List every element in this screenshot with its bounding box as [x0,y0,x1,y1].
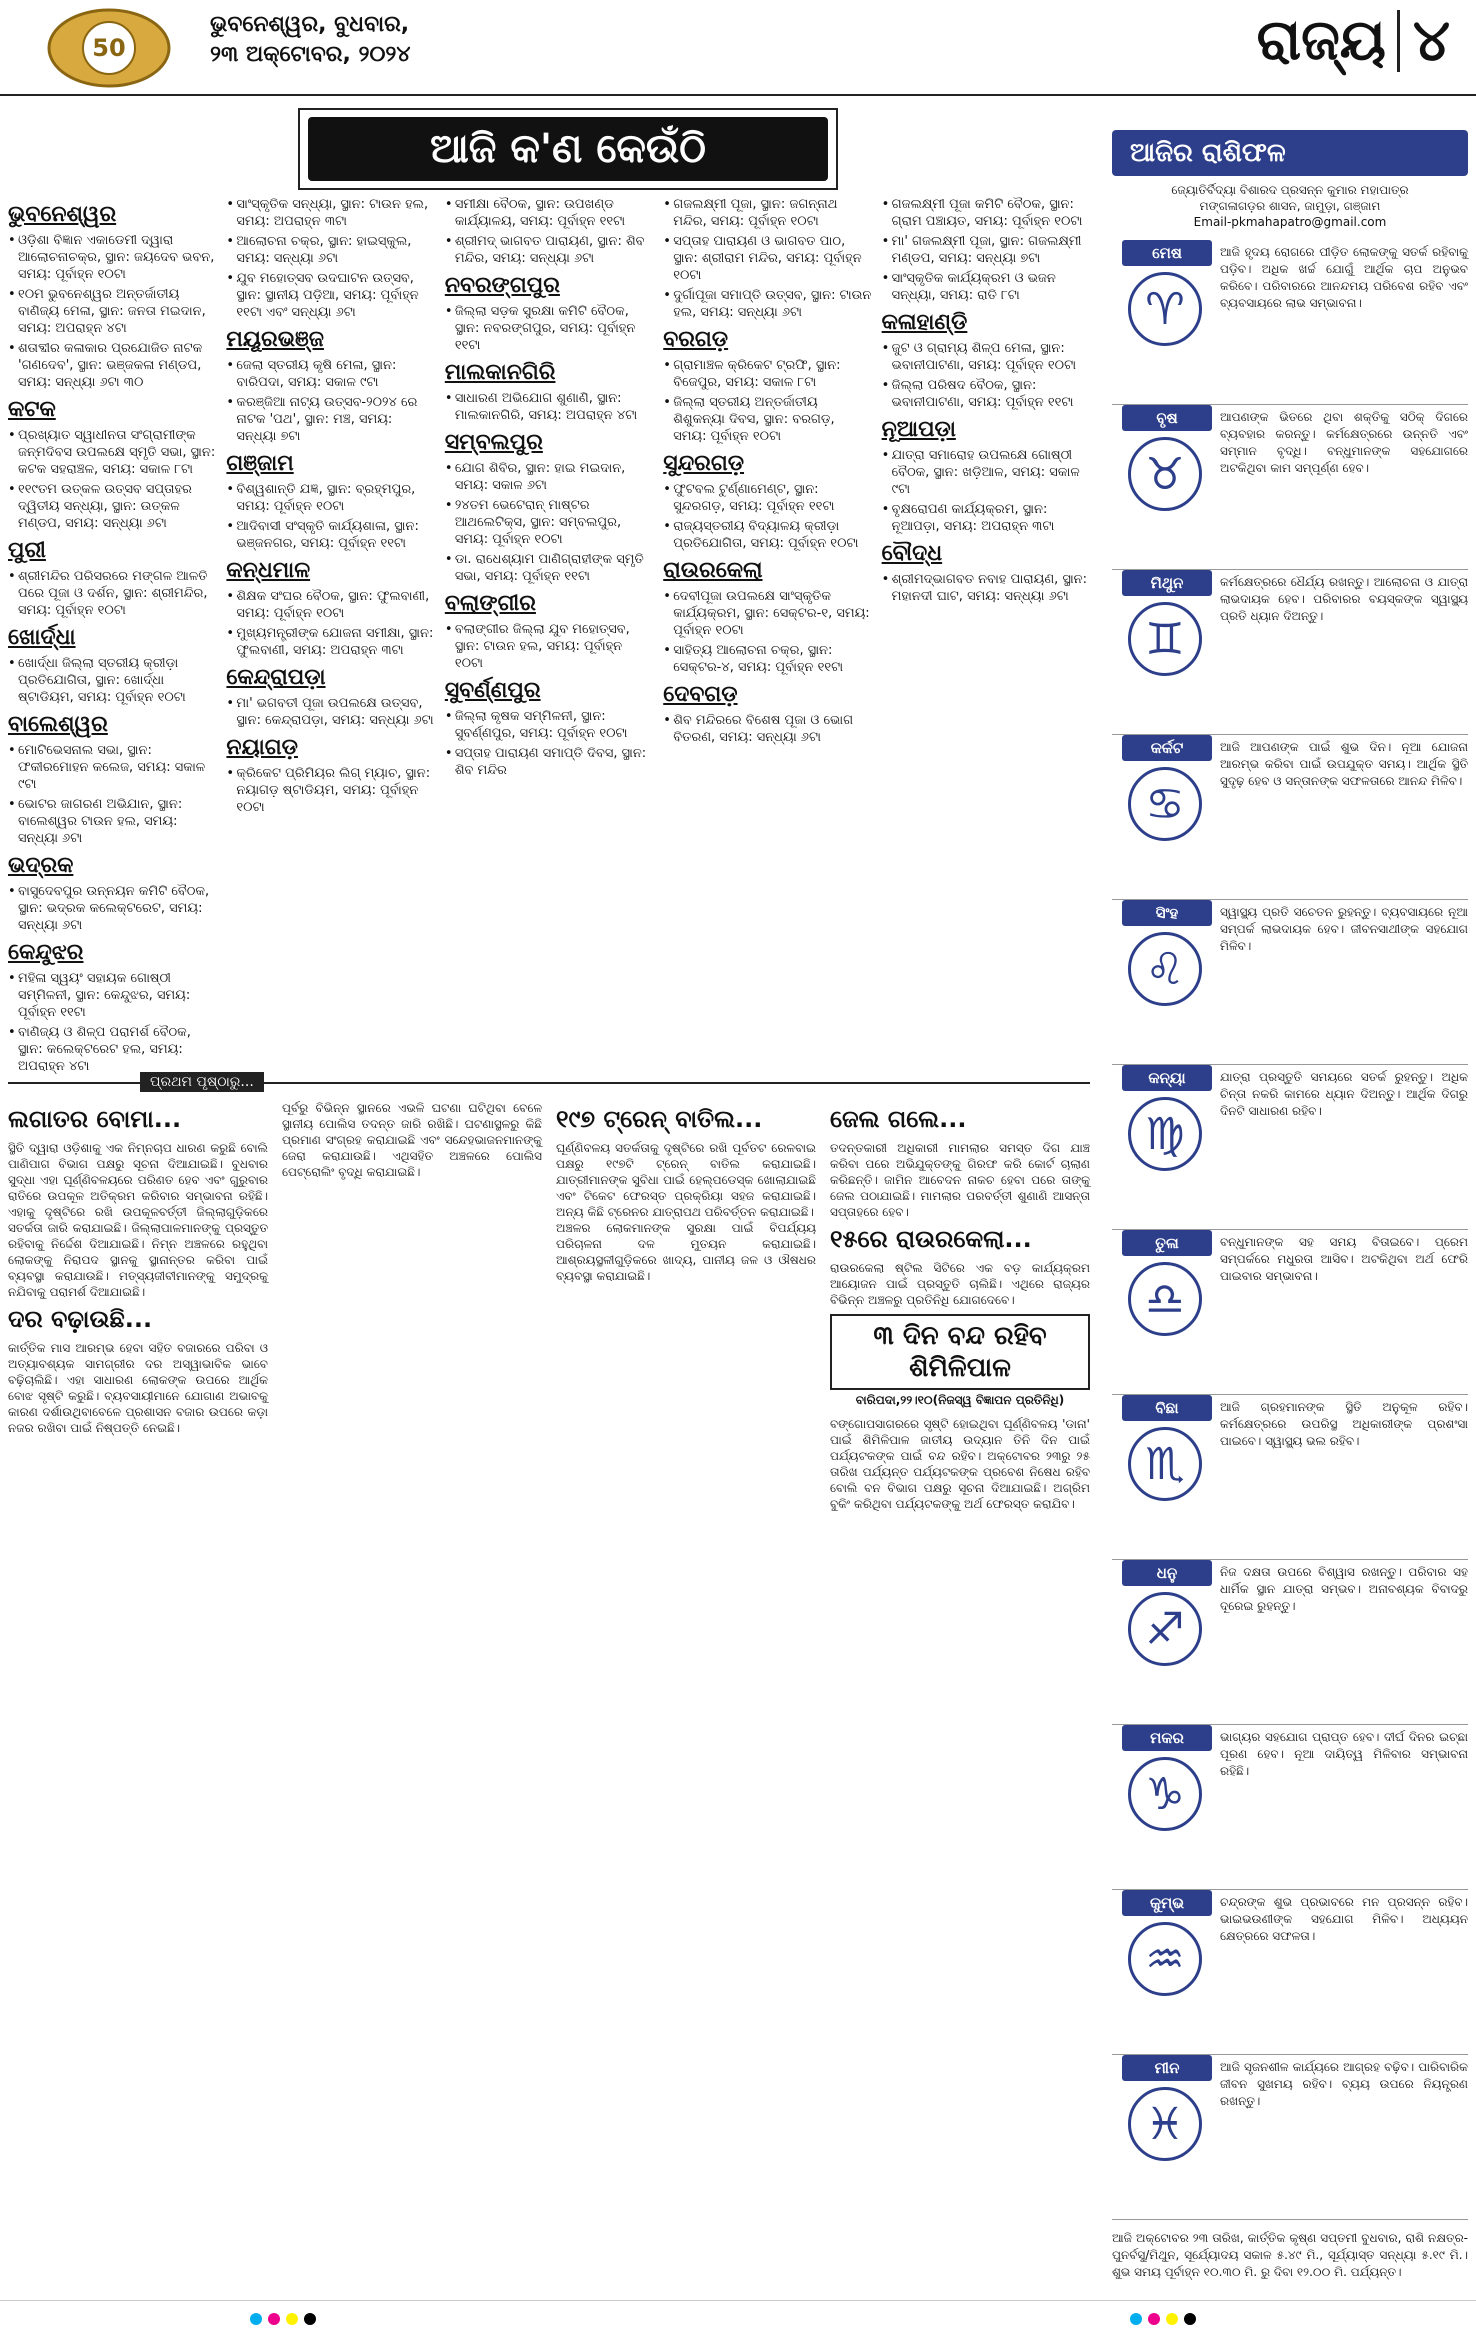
section-divider [1397,10,1400,72]
event-item: • ମୁଖ୍ୟମନ୍ତ୍ରୀଙ୍କ ଯୋଜନା ସମୀକ୍ଷା, ସ୍ଥାନ: ଫୁଲବାଣୀ, ସମୟ: ଅପରାହ୍ନ ୩ଟା [226,625,434,659]
event-item: • ବିଶ୍ୱଶାନ୍ତି ଯଜ୍ଞ, ସ୍ଥାନ: ବ୍ରହ୍ମପୁର, ସମୟ: ପୂର୍ବାହ୍ନ ୧୦ଟା [226,481,434,515]
story-column [830,1100,1090,2300]
zodiac-symbol-icon: ♊ [1128,602,1202,676]
event-item: • ସମୀକ୍ଷା ବୈଠକ, ସ୍ଥାନ: ଉପଖଣ୍ଡ କାର୍ଯ୍ୟାଳୟ, ସମୟ: ପୂର୍ବାହ୍ନ ୧୧ଟା [445,196,653,230]
city-heading: ସୁନ୍ଦରଗଡ଼ [663,451,745,476]
zodiac-sign-name: ମେଷ [1122,240,1212,266]
story-headline: ୧୯୭ ଟ୍ରେନ୍ ବାତିଲ... [556,1105,763,1133]
events-banner-title: ଆଜି କ'ଣ କେଉଁଠି [308,117,828,181]
event-item: • ବଲାଙ୍ଗୀର ଜିଲ୍ଲା ଯୁବ ମହୋତ୍ସବ, ସ୍ଥାନ: ଟାଉନ ହଲ, ସମୟ: ପୂର୍ବାହ୍ନ ୧୦ଟା [445,621,653,672]
zodiac-prediction: ବନ୍ଧୁମାନଙ୍କ ସହ ସମୟ ବିତାଇବେ। ପ୍ରେମ ସମ୍ପର୍କରେ ମଧୁରତା ଆସିବ। ଅଟକିଥିବା ଅର୍ଥ ଫେରି ପାଇବାର ସମ୍ଭାବନା। [1220,1235,1468,1283]
city-heading: ଖୋର୍ଦ୍ଧା [8,625,76,650]
zodiac-sign-entry [1112,1395,1468,1560]
zodiac-symbol-icon: ♋ [1128,767,1202,841]
city-heading: ରାଉରକେଲା [663,558,763,583]
zodiac-sign-entry [1112,2055,1468,2220]
publication-date [210,10,410,70]
event-item: • ସାଂସ୍କୃତିକ କାର୍ଯ୍ୟକ୍ରମ ଓ ଭଜନ ସନ୍ଧ୍ୟା, ସମୟ: ରାତି ୮ଟା [882,270,1090,304]
zodiac-sign-entry [1112,1890,1468,2055]
story-body: ରାଉରକେଲା ଷ୍ଟିଲ ସିଟିରେ ଏକ ବଡ଼ କାର୍ଯ୍ୟକ୍ରମ ଆୟୋଜନ ପାଇଁ ପ୍ରସ୍ତୁତି ଚାଲିଛି। ଏଥିରେ ରାଜ୍ୟର ବିଭିନ୍ନ ଅଞ୍ଚଳରୁ ପ୍ରତିନିଧି ଯୋଗଦେବେ। [830,1261,1090,1307]
event-item: • ଯୋଗ ଶିବିର, ସ୍ଥାନ: ହାଇ ମଇଦାନ, ସମୟ: ସକାଳ ୬ଟା [445,460,653,494]
zodiac-prediction: ଆଜି ହୃଦୟ ରୋଗରେ ପୀଡ଼ିତ ଲୋକଙ୍କୁ ସତର୍କ ରହିବାକୁ ପଡ଼ିବ। ଅଧିକ ଖର୍ଚ୍ଚ ଯୋଗୁଁ ଆର୍ଥିକ ଚାପ ଅନୁଭବ କରିବେ। ପରିବାରରେ ଆନନ୍ଦମୟ ପରିବେଶ ରହିବ ଏବଂ ବ୍ୟବସାୟରେ ଲାଭ ସମ୍ଭାବନା। [1220,245,1468,310]
event-item: • ଓଡ଼ିଶା ବିଜ୍ଞାନ ଏକାଡେମୀ ଦ୍ୱାରା ଆଲୋଚନାଚକ୍ର, ସ୍ଥାନ: ଜୟଦେବ ଭବନ, ସମୟ: ପୂର୍ବାହ୍ନ ୧୦ଟା [8,232,216,283]
event-item: • ଶିକ୍ଷକ ସଂଘର ବୈଠକ, ସ୍ଥାନ: ଫୁଲବାଣୀ, ସମୟ: ପୂର୍ବାହ୍ନ ୧୦ଟା [226,588,434,622]
city-heading: ସମ୍ବଲପୁର [444,430,543,455]
story-body: ସ୍ଥିତି ଦ୍ୱାରା ଓଡ଼ିଶାକୁ ଏକ ନିମ୍ନଚାପ ଧାରଣ କରୁଛି ବୋଲି ପାଣିପାଗ ବିଭାଗ ପକ୍ଷରୁ ସୂଚନା ଦିଆଯାଇଛି। ବୁଧବାର ସୁଦ୍ଧା ଏହା ଘୂର୍ଣ୍ଣିବଳୟରେ ପରିଣତ ହେବ ଏବଂ ଗୁରୁବାର ରାତିରେ ଉପକୂଳ ଅତିକ୍ରମ କରିବାର ସମ୍ଭାବନା ରହିଛି। ଏହାକୁ ଦୃଷ୍ଟିରେ ରଖି ଉପକୂଳବର୍ତ୍ତୀ ଜିଲ୍ଲାଗୁଡ଼ିକରେ ସତର୍କତା ଜାରି କରାଯାଇଛି। ଜିଲ୍ଲାପାଳମାନଙ୍କୁ ପ୍ରସ୍ତୁତ ରହିବାକୁ ନିର୍ଦ୍ଦେଶ ଦିଆଯାଇଛି। ନିମ୍ନ ଅଞ୍ଚଳରେ ରହୁଥିବା ଲୋକଙ୍କୁ ନିରାପଦ ସ୍ଥାନକୁ ସ୍ଥାନାନ୍ତର କରିବା ପାଇଁ ବ୍ୟବସ୍ଥା କରାଯାଉଛି। ମତ୍ସ୍ୟଜୀବୀମାନଙ୍କୁ ସମୁଦ୍ରକୁ ନଯିବାକୁ ପରାମର୍ଶ ଦିଆଯାଇଛି। [8,1141,268,1299]
city-heading: ମାଲକାନଗିରି [444,360,556,385]
story-body: କାର୍ତ୍ତିକ ମାସ ଆରମ୍ଭ ହେବା ସହିତ ବଜାରରେ ପରିବା ଓ ଅତ୍ୟାବଶ୍ୟକ ସାମଗ୍ରୀର ଦର ଅସ୍ୱାଭାବିକ ଭାବେ ବଢ଼ିଚାଲିଛି। ଏହା ସାଧାରଣ ଲୋକଙ୍କ ଉପରେ ଆର୍ଥିକ ବୋଝ ସୃଷ୍ଟି କରୁଛି। ବ୍ୟବସାୟୀମାନେ ଯୋଗାଣ ଅଭାବକୁ କାରଣ ଦର୍ଶାଉଥିବାବେଳେ ପ୍ରଶାସନ ବଜାର ଉପରେ କଡ଼ା ନଜର ରଖିବା ପାଇଁ ନିଷ୍ପତ୍ତି ନେଇଛି। [8,1341,268,1435]
zodiac-sign-list [1112,240,1468,2220]
event-item: • ଗଜଲକ୍ଷ୍ମୀ ପୂଜା, ସ୍ଥାନ: ଜଗନ୍ନାଥ ମନ୍ଦିର, ସମୟ: ପୂର୍ବାହ୍ନ ୧୦ଟା [663,196,871,230]
event-item: • ସପ୍ତାହ ପାରାୟଣ ଓ ଭାଗବତ ପାଠ, ସ୍ଥାନ: ଶ୍ରୀରାମ ମନ୍ଦିର, ସମୟ: ପୂର୍ବାହ୍ନ ୧୦ଟା [663,233,871,284]
zodiac-sign-name: ମୀନ [1122,2055,1212,2081]
zodiac-symbol-icon: ♌ [1128,932,1202,1006]
event-item: • ମହିଳା ସ୍ୱୟଂ ସହାୟକ ଗୋଷ୍ଠୀ ସମ୍ମିଳନୀ, ସ୍ଥାନ: କେନ୍ଦୁଝର, ସମୟ: ପୂର୍ବାହ୍ନ ୧୧ଟା [8,970,216,1021]
event-item: • ବାସୁଦେବପୁର ଉନ୍ନୟନ କମିଟି ବୈଠକ, ସ୍ଥାନ: ଭଦ୍ରକ କଲେକ୍ଟରେଟ, ସମୟ: ସନ୍ଧ୍ୟା ୬ଟା [8,883,216,934]
event-item: • ମୋଟିଭେସନାଲ ସଭା, ସ୍ଥାନ: ଫକୀରମୋହନ କଲେଜ, ସମୟ: ସକାଳ ୯ଟା [8,742,216,793]
zodiac-symbol-icon: ♑ [1128,1757,1202,1831]
zodiac-sign-entry [1112,240,1468,405]
event-item: • ଆଲୋଚନା ଚକ୍ର, ସ୍ଥାନ: ହାଇସ୍କୁଲ, ସମୟ: ସନ୍ଧ୍ୟା ୬ଟା [226,233,434,267]
city-heading: କେନ୍ଦୁଝର [8,940,84,965]
registration-marks [250,2313,316,2325]
zodiac-sign-name: କର୍କଟ [1122,735,1212,761]
event-item: • ଯୁବ ମହୋତ୍ସବ ଉଦଘାଟନ ଉତ୍ସବ, ସ୍ଥାନ: ସ୍ଥାନୀୟ ପଡ଼ିଆ, ସମୟ: ପୂର୍ବାହ୍ନ ୧୧ଟା ଏବଂ ସନ୍ଧ୍ୟା ୬ଟା [226,270,434,321]
panchanga-text: ଆଜି ଅକ୍ଟୋବର ୨୩ ତାରିଖ, କାର୍ତ୍ତିକ କୃଷ୍ଣ ସପ୍ତମୀ ବୁଧବାର, ରାଶି ନକ୍ଷତ୍ର-ପୁନର୍ବସୁ/ମିଥୁନ, ସୂର୍ଯ୍ୟୋଦୟ ସକାଳ ୫.୪୯ ମି., ସୂର୍ଯ୍ୟାସ୍ତ ସନ୍ଧ୍ୟା ୫.୧୯ ମି.। ଶୁଭ ସମୟ ପୂର୍ବାହ୍ନ ୧୦.୩୦ ମି. ରୁ ଦିବା ୧୨.୦୦ ମି. ପର୍ଯ୍ୟନ୍ତ। [1112,2231,1468,2279]
event-item: • ଖୋର୍ଦ୍ଧା ଜିଲ୍ଲା ସ୍ତରୀୟ କ୍ରୀଡ଼ା ପ୍ରତିଯୋଗିତା, ସ୍ଥାନ: ଖୋର୍ଦ୍ଧା ଷ୍ଟାଡିୟମ, ସମୟ: ପୂର୍ବାହ୍ନ ୧୦ଟା [8,655,216,706]
event-item: • ଦୁର୍ଗାପୂଜା ସମାପ୍ତି ଉତ୍ସବ, ସ୍ଥାନ: ଟାଉନ ହଲ, ସମୟ: ସନ୍ଧ୍ୟା ୬ଟା [663,287,871,321]
zodiac-prediction: କର୍ମକ୍ଷେତ୍ରରେ ଧୈର୍ଯ୍ୟ ରଖନ୍ତୁ। ଆଲୋଚନା ଓ ଯାତ୍ରା ଲାଭଦାୟକ ହେବ। ପରିବାରର ବୟସ୍କଙ୍କ ସ୍ୱାସ୍ଥ୍ୟ ପ୍ରତି ଧ୍ୟାନ ଦିଅନ୍ତୁ। [1220,575,1468,623]
zodiac-symbol-icon: ♎ [1128,1262,1202,1336]
event-item: • ଶ୍ରୀମଦ୍ଭାଗବତ ନବାହ ପାରାୟଣ, ସ୍ଥାନ: ମହାନଦୀ ଘାଟ, ସମୟ: ସନ୍ଧ୍ୟା ୬ଟା [882,571,1090,605]
city-heading: ଦେବଗଡ଼ [663,682,738,707]
zodiac-sign-entry [1112,405,1468,570]
city-heading: ସୁବର୍ଣ୍ଣପୁର [444,678,541,703]
date-line-1: ଭୁବନେଶ୍ୱର, ବୁଧବାର, [210,12,410,37]
city-heading: ବଲାଙ୍ଗୀର [444,591,536,616]
city-heading: ନୟାଗଡ଼ [226,735,298,760]
astrologer-address: ମଙ୍ଗଳାଗଡ଼ର ଶାସନ, ଜାମୁଡ଼ା, ଗଞ୍ଜାମ [1199,199,1381,213]
print-footer [0,2300,1476,2339]
event-item: • ଶ୍ରୀମନ୍ଦିର ପରିସରରେ ମଙ୍ଗଳ ଆଳତି ପରେ ପୂଜା ଓ ଦର୍ଶନ, ସ୍ଥାନ: ଶ୍ରୀମନ୍ଦିର, ସମୟ: ପୂର୍ବାହ୍ନ ୧୦ଟା [8,568,216,619]
city-heading: କନ୍ଧମାଳ [226,558,311,583]
story-headline: ଲଗାତର ବୋମା... [8,1105,182,1133]
zodiac-symbol-icon: ♒ [1128,1922,1202,1996]
page-number: ୪ [1412,6,1450,74]
events-banner [298,108,838,190]
event-item: • କ୍ରିକେଟ ପ୍ରିମିୟର ଲିଗ୍ ମ୍ୟାଚ, ସ୍ଥାନ: ନୟାଗଡ଼ ଷ୍ଟାଡିୟମ, ସମୟ: ପୂର୍ବାହ୍ନ ୧୦ଟା [226,765,434,816]
event-item: • ଜିଲ୍ଲା ସ୍ତରୀୟ ଅନ୍ତର୍ଜାତୀୟ ଶିଶୁକନ୍ୟା ଦିବସ, ସ୍ଥାନ: ବରଗଡ଼, ସମୟ: ପୂର୍ବାହ୍ନ ୧୦ଟା [663,394,871,445]
city-heading: ବରଗଡ଼ [663,327,729,352]
events-column [445,196,653,1056]
zodiac-sign-entry [1112,735,1468,900]
event-item: • ବାଣିଜ୍ୟ ଓ ଶିଳ୍ପ ପରାମର୍ଶ ବୈଠକ, ସ୍ଥାନ: କଲେକ୍ଟରେଟ ହଲ, ସମୟ: ଅପରାହ୍ନ ୪ଟା [8,1024,216,1075]
zodiac-symbol-icon: ♓ [1128,2087,1202,2161]
event-item: • ଗ୍ରାମାଞ୍ଚଳ କ୍ରିକେଟ ଟ୍ରଫି, ସ୍ଥାନ: ବିଜେପୁର, ସମୟ: ସକାଳ ୮ଟା [663,357,871,391]
event-item: • ପ୍ରଖ୍ୟାତ ସ୍ୱାଧୀନତା ସଂଗ୍ରାମୀଙ୍କ ଜନ୍ମଦିବସ ଉପଲକ୍ଷେ ସ୍ମୃତି ସଭା, ସ୍ଥାନ: କଟକ ସହରାଞ୍ଚଳ, ସମୟ: ସକାଳ ୮ଟା [8,427,216,478]
event-item: • ସପ୍ତାହ ପାରାୟଣ ସମାପ୍ତି ଦିବସ, ସ୍ଥାନ: ଶିବ ମନ୍ଦିର [445,745,653,779]
zodiac-symbol-icon: ♐ [1128,1592,1202,1666]
story-headline: ଜେଲ ଗଲେ... [830,1105,967,1133]
event-item: • ଜିଲ୍ଲା ସଡ଼କ ସୁରକ୍ଷା କମିଟି ବୈଠକ, ସ୍ଥାନ: ନବରଙ୍ଗପୁର, ସମୟ: ପୂର୍ବାହ୍ନ ୧୧ଟା [445,303,653,354]
events-column [8,196,216,1074]
event-item: • କରଞ୍ଜିଆ ନାଟ୍ୟ ଉତ୍ସବ-୨୦୨୪ ରେ ନାଟକ 'ପଥ', ସ୍ଥାନ: ମଞ୍ଚ, ସମୟ: ସନ୍ଧ୍ୟା ୭ଟା [226,394,434,445]
boxed-story-headline: ୩ ଦିନ ବନ୍ଦ ରହିବ ଶିମିଳିପାଳ [830,1314,1090,1390]
city-heading: ଭଦ୍ରକ [8,853,74,878]
story-column [282,1100,542,2300]
zodiac-symbol-icon: ♉ [1128,437,1202,511]
zodiac-symbol-icon: ♏ [1128,1427,1202,1501]
zodiac-prediction: ଆଜି ସୃଜନଶୀଳ କାର୍ଯ୍ୟରେ ଆଗ୍ରହ ବଢ଼ିବ। ପାରିବାରିକ ଜୀବନ ସୁଖମୟ ରହିବ। ବ୍ୟୟ ଉପରେ ନିୟନ୍ତ୍ରଣ ରଖନ୍ତୁ। [1220,2060,1468,2108]
event-item: • ଜେଲା ସ୍ତରୀୟ କୃଷି ମେଳା, ସ୍ଥାନ: ବାରିପଦା, ସମୟ: ସକାଳ ୯ଟା [226,357,434,391]
event-item: • ଡା. ରାଧେଶ୍ୟାମ ପାଣିଗ୍ରାହୀଙ୍କ ସ୍ମୃତି ସଭା, ସମୟ: ପୂର୍ବାହ୍ନ ୧୧ଟା [445,551,653,585]
zodiac-sign-name: ବୃଷ [1122,405,1212,431]
zodiac-symbol-icon: ♈ [1128,272,1202,346]
event-item: • ସାଂସ୍କୃତିକ ସନ୍ଧ୍ୟା, ସ୍ଥାନ: ଟାଉନ ହଲ, ସମୟ: ଅପରାହ୍ନ ୩ଟା [226,196,434,230]
city-heading: କେନ୍ଦ୍ରାପଡ଼ା [226,665,326,690]
masthead [0,0,1476,96]
zodiac-sign-name: ବିଛା [1122,1395,1212,1421]
event-item: • ଆଦିବାସୀ ସଂସ୍କୃତି କାର୍ଯ୍ୟଶାଳା, ସ୍ଥାନ: ଭଞ୍ଜନଗର, ସମୟ: ପୂର୍ବାହ୍ନ ୧୧ଟା [226,518,434,552]
zodiac-sign-name: ମକର [1122,1725,1212,1751]
city-heading: ଭୁବନେଶ୍ୱର [8,202,117,227]
event-item: • ଶିବ ମନ୍ଦିରରେ ବିଶେଷ ପୂଜା ଓ ଭୋଗ ବିତରଣ, ସମୟ: ସନ୍ଧ୍ୟା ୬ଟା [663,712,871,746]
event-item: • ଫୁଟବଲ ଟୁର୍ଣ୍ଣାମେଣ୍ଟ, ସ୍ଥାନ: ସୁନ୍ଦରଗଡ଼, ସମୟ: ପୂର୍ବାହ୍ନ ୧୧ଟା [663,481,871,515]
newspaper-logo [34,6,184,90]
front-page-continued-tag: ପ୍ରଥମ ପୃଷ୍ଠାରୁ... [140,1072,264,1092]
zodiac-prediction: ସ୍ୱାସ୍ଥ୍ୟ ପ୍ରତି ସଚେତନ ରୁହନ୍ତୁ। ବ୍ୟବସାୟରେ ନୂଆ ସମ୍ପର୍କ ଲାଭଦାୟକ ହେବ। ଜୀବନସାଥୀଙ୍କ ସହଯୋଗ ମିଳିବ। [1220,905,1468,953]
city-heading: ନବରଙ୍ଗପୁର [444,273,560,298]
astrologer-email: Email-pkmahapatro@gmail.com [1193,215,1387,229]
story-body: ଘୂର୍ଣ୍ଣିବଳୟ ସତର୍କତାକୁ ଦୃଷ୍ଟିରେ ରଖି ପୂର୍ବତଟ ରେଳବାଇ ପକ୍ଷରୁ ୧୯୭ଟି ଟ୍ରେନ୍ ବାତିଲ କରାଯାଇଛି। ଯାତ୍ରୀମାନଙ୍କ ସୁବିଧା ପାଇଁ ହେଲ୍ପଡେସ୍କ ଖୋଲାଯାଇଛି ଏବଂ ଟିକେଟ ଫେରସ୍ତ ପ୍ରକ୍ରିୟା ସହଜ କରାଯାଇଛି। ଅନ୍ୟ କିଛି ଟ୍ରେନର ଯାତ୍ରାପଥ ପରିବର୍ତ୍ତନ କରାଯାଇଛି। [556,1141,816,1219]
zodiac-prediction: ଆପଣଙ୍କ ଭିତରେ ଥିବା ଶକ୍ତିକୁ ସଠିକ୍ ଦିଗରେ ବ୍ୟବହାର କରନ୍ତୁ। କର୍ମକ୍ଷେତ୍ରରେ ଉନ୍ନତି ଏବଂ ସମ୍ମାନ ବୃଦ୍ଧି। ବନ୍ଧୁମାନଙ୍କ ସହଯୋଗରେ ଅଟକିଥିବା କାମ ସମ୍ପୂର୍ଣ୍ଣ ହେବ। [1220,410,1468,475]
horoscope-panel [1112,130,1468,2290]
story-headline: ୧୫ରେ ରାଉରକେଲା... [830,1225,1032,1253]
date-line-2: ୨୩ ଅକ୍ଟୋବର, ୨୦୨୪ [210,42,411,67]
event-item: • ଭୋଟର ଜାଗରଣ ଅଭିଯାନ, ସ୍ଥାନ: ବାଲେଶ୍ୱର ଟାଉନ ହଲ, ସମୟ: ସନ୍ଧ୍ୟା ୬ଟା [8,796,216,847]
zodiac-sign-name: ସିଂହ [1122,900,1212,926]
zodiac-prediction: ଚନ୍ଦ୍ରଙ୍କ ଶୁଭ ପ୍ରଭାବରେ ମନ ପ୍ରସନ୍ନ ରହିବ। ଭାଇଭଉଣୀଙ୍କ ସହଯୋଗ ମିଳିବ। ଅଧ୍ୟୟନ କ୍ଷେତ୍ରରେ ସଫଳତା। [1220,1895,1468,1943]
zodiac-prediction: ଆଜି ଗ୍ରହମାନଙ୍କ ସ୍ଥିତି ଅନୁକୂଳ ରହିବ। କର୍ମକ୍ଷେତ୍ରରେ ଉପରିସ୍ଥ ଅଧିକାରୀଙ୍କ ପ୍ରଶଂସା ପାଇବେ। ସ୍ୱାସ୍ଥ୍ୟ ଭଲ ରହିବ। [1220,1400,1468,1448]
event-item: • ମା' ଗଜଲକ୍ଷ୍ମୀ ପୂଜା, ସ୍ଥାନ: ଗଜଲକ୍ଷ୍ମୀ ମଣ୍ଡପ, ସମୟ: ସନ୍ଧ୍ୟା ୭ଟା [882,233,1090,267]
event-item: • ସାଧାରଣ ଅଭିଯୋଗ ଶୁଣାଣି, ସ୍ଥାନ: ମାଲକାନଗିରି, ସମୟ: ଅପରାହ୍ନ ୪ଟା [445,390,653,424]
zodiac-sign-entry [1112,1560,1468,1725]
city-heading: ପୁରୀ [8,538,46,563]
story-body: ତଦନ୍ତକାରୀ ଅଧିକାରୀ ମାମଲାର ସମସ୍ତ ଦିଗ ଯାଞ୍ଚ କରିବା ପରେ ଅଭିଯୁକ୍ତଙ୍କୁ ଗିରଫ କରି କୋର୍ଟ ଚାଲାଣ କରିଛନ୍ତି। ଜାମିନ ଆବେଦନ ନାକଚ ହେବା ପରେ ତାଙ୍କୁ ଜେଲ ପଠାଯାଇଛି। ମାମଲାର ପରବର୍ତ୍ତୀ ଶୁଣାଣି ଆସନ୍ତା ସପ୍ତାହରେ ହେବ। [830,1141,1090,1219]
section-title: ରାଜ୍ୟ [1256,8,1386,73]
event-item: • ଶ୍ରୀମଦ୍ ଭାଗବତ ପାରାୟଣ, ସ୍ଥାନ: ଶିବ ମନ୍ଦିର, ସମୟ: ସନ୍ଧ୍ୟା ୬ଟା [445,233,653,267]
city-heading: ବୌଦ୍ଧ [881,541,943,566]
event-item: • ୨୪ତମ ଭେଟେରାନ୍ ମାଷ୍ଟର ଆଥଲେଟିକ୍ସ, ସ୍ଥାନ: ସମ୍ବଲପୁର, ସମୟ: ପୂର୍ବାହ୍ନ ୧୦ଟା [445,497,653,548]
event-item: • ୧୧୯ତମ ଉତ୍କଳ ଉତ୍ସବ ସପ୍ତାହର ଦ୍ୱିତୀୟ ସନ୍ଧ୍ୟା, ସ୍ଥାନ: ଉତ୍କଳ ମଣ୍ଡପ, ସମୟ: ସନ୍ଧ୍ୟା ୬ଟା [8,481,216,532]
stories-section [8,1100,1090,2300]
city-heading: କଟକ [8,397,56,422]
story-column [8,1100,268,2300]
event-item: • ମା' ଭଗବତୀ ପୂଜା ଉପଲକ୍ଷେ ଉତ୍ସବ, ସ୍ଥାନ: କେନ୍ଦ୍ରାପଡ଼ା, ସମୟ: ସନ୍ଧ୍ୟା ୬ଟା [226,695,434,729]
boxed-story-body: ବଙ୍ଗୋପସାଗରରେ ସୃଷ୍ଟି ହୋଇଥିବା ଘୂର୍ଣ୍ଣିବଳୟ 'ଡାନା' ପାଇଁ ଶିମିଳିପାଳ ଜାତୀୟ ଉଦ୍ୟାନ ତିନି ଦିନ ପାଇଁ ପର୍ଯ୍ୟଟକଙ୍କ ପାଇଁ ବନ୍ଦ ରହିବ। ଅକ୍ଟୋବର ୨୩ରୁ ୨୫ ତାରିଖ ପର୍ଯ୍ୟନ୍ତ ପର୍ଯ୍ୟଟକଙ୍କ ପ୍ରବେଶ ନିଷେଧ ରହିବ ବୋଲି ବନ ବିଭାଗ ପକ୍ଷରୁ ସୂଚନା ଦିଆଯାଇଛି। ଅଗ୍ରିମ ବୁକିଂ କରିଥିବା ପର୍ଯ୍ୟଟକଙ୍କୁ ଅର୍ଥ ଫେରସ୍ତ କରାଯିବ। [830,1417,1090,1511]
events-column [663,196,871,1056]
zodiac-sign-entry [1112,1230,1468,1395]
event-item: • ରାଜ୍ୟସ୍ତରୀୟ ବିଦ୍ୟାଳୟ କ୍ରୀଡ଼ା ପ୍ରତିଯୋଗିତା, ସମୟ: ପୂର୍ବାହ୍ନ ୧୦ଟା [663,518,871,552]
zodiac-prediction: ନିଜ ଦକ୍ଷତା ଉପରେ ବିଶ୍ୱାସ ରଖନ୍ତୁ। ପରିବାର ସହ ଧାର୍ମିକ ସ୍ଥାନ ଯାତ୍ରା ସମ୍ଭବ। ଅନାବଶ୍ୟକ ବିବାଦରୁ ଦୂରେଇ ରୁହନ୍ତୁ। [1220,1565,1468,1613]
boxed-story-dateline: ବାରିପଦା,୨୨।୧୦(ନିଜସ୍ୱ ବିଜ୍ଞାପନ ପ୍ରତିନିଧି) [855,1393,1065,1407]
zodiac-sign-name: ଧନୁ [1122,1560,1212,1586]
events-listing [8,196,1090,1074]
story-headline: ଦର ବଢ଼ାଉଛି... [8,1305,153,1333]
event-item: • ଜୁଟ ଓ ଗ୍ରାମ୍ୟ ଶିଳ୍ପ ମେଳା, ସ୍ଥାନ: ଭବାନୀପାଟଣା, ସମୟ: ପୂର୍ବାହ୍ନ ୧୦ଟା [882,340,1090,374]
zodiac-prediction: ଭାଗ୍ୟର ସହଯୋଗ ପ୍ରାପ୍ତ ହେବ। ଦୀର୍ଘ ଦିନର ଇଚ୍ଛା ପୂରଣ ହେବ। ନୂଆ ଦାୟିତ୍ୱ ମିଳିବାର ସମ୍ଭାବନା ରହିଛି। [1220,1730,1468,1778]
zodiac-prediction: ଆଜି ଆପଣଙ୍କ ପାଇଁ ଶୁଭ ଦିନ। ନୂଆ ଯୋଜନା ଆରମ୍ଭ କରିବା ପାଇଁ ଉପଯୁକ୍ତ ସମୟ। ଆର୍ଥିକ ସ୍ଥିତି ସୁଦୃଢ଼ ହେବ ଓ ସନ୍ତାନଙ୍କ ସଫଳତାରେ ଆନନ୍ଦ ମିଳିବ। [1220,740,1468,788]
zodiac-sign-name: ତୁଳା [1122,1230,1212,1256]
events-column [226,196,434,1056]
zodiac-sign-name: କନ୍ୟା [1122,1065,1212,1091]
zodiac-sign-entry [1112,1065,1468,1230]
event-item: • ଯାତ୍ରା ସମାରୋହ ଉପଲକ୍ଷେ ଗୋଷ୍ଠୀ ବୈଠକ, ସ୍ଥାନ: ଖଡ଼ିଆଳ, ସମୟ: ସକାଳ ୯ଟା [882,447,1090,498]
zodiac-sign-name: ମିଥୁନ [1122,570,1212,596]
event-item: • ବୃକ୍ଷରୋପଣ କାର୍ଯ୍ୟକ୍ରମ, ସ୍ଥାନ: ନୂଆପଡ଼ା, ସମୟ: ଅପରାହ୍ନ ୩ଟା [882,501,1090,535]
event-item: • ୧୦ମ ଭୁବନେଶ୍ୱର ଅନ୍ତର୍ଜାତୀୟ ବାଣିଜ୍ୟ ମେଳା, ସ୍ଥାନ: ଜନତା ମଇଦାନ, ସମୟ: ଅପରାହ୍ନ ୪ଟା [8,286,216,337]
city-heading: କଳାହାଣ୍ଡି [881,310,968,335]
city-heading: ବାଲେଶ୍ୱର [8,712,108,737]
astrologer-name: ଜ୍ୟୋତିର୍ବିଦ୍ୟା ବିଶାରଦ ପ୍ରସନ୍ନ କୁମାର ମହାପାତ୍ର [1171,183,1409,197]
event-item: • ଶତାବ୍ଦୀର କଳାକାର ପ୍ରଯୋଜିତ ନାଟକ 'ଗଣଦେବ', ସ୍ଥାନ: ଭଞ୍ଜକଳା ମଣ୍ଡପ, ସମୟ: ସନ୍ଧ୍ୟା ୬ଟା ୩୦ [8,340,216,391]
event-item: • ଜିଲ୍ଲା ପରିଷଦ ବୈଠକ, ସ୍ଥାନ: ଭବାନୀପାଟଣା, ସମୟ: ପୂର୍ବାହ୍ନ ୧୧ଟା [882,377,1090,411]
event-item: • ଜିଲ୍ଲା କୃଷକ ସମ୍ମିଳନୀ, ସ୍ଥାନ: ସୁବର୍ଣ୍ଣପୁର, ସମୟ: ପୂର୍ବାହ୍ନ ୧୦ଟା [445,708,653,742]
svg-text:50: 50 [92,34,126,62]
zodiac-sign-entry [1112,570,1468,735]
event-item: • ଗଜଲକ୍ଷ୍ମୀ ପୂଜା କମିଟି ବୈଠକ, ସ୍ଥାନ: ଗ୍ରାମ ପଞ୍ଚାୟତ, ସମୟ: ପୂର୍ବାହ୍ନ ୧୦ଟା [882,196,1090,230]
story-column [556,1100,816,2300]
city-heading: ମୟୂରଭଞ୍ଜ [226,327,324,352]
zodiac-prediction: ଯାତ୍ରା ପ୍ରସ୍ତୁତି ସମୟରେ ସତର୍କ ରୁହନ୍ତୁ। ଅଧିକ ଚିନ୍ତା ନକରି କାମରେ ଧ୍ୟାନ ଦିଅନ୍ତୁ। ଆର୍ଥିକ ଦିଗରୁ ଦିନଟି ସାଧାରଣ ରହିବ। [1220,1070,1468,1118]
zodiac-sign-name: କୁମ୍ଭ [1122,1890,1212,1916]
city-heading: ଗଞ୍ଜାମ [226,451,294,476]
zodiac-sign-entry [1112,900,1468,1065]
story-body: ପୂର୍ବରୁ ବିଭିନ୍ନ ସ୍ଥାନରେ ଏଭଳି ଘଟଣା ଘଟିଥିବା ବେଳେ ସ୍ଥାନୀୟ ପୋଲିସ ତଦନ୍ତ ଜାରି ରଖିଛି। ଘଟଣାସ୍ଥଳରୁ କିଛି ପ୍ରମାଣ ସଂଗ୍ରହ କରାଯାଇଛି ଏବଂ ସନ୍ଦେହଭାଜନମାନଙ୍କୁ ଜେରା କରାଯାଉଛି। ଏଥିସହିତ ଅଞ୍ଚଳରେ ପୋଲିସ ପେଟ୍ରୋଲିଂ ବୃଦ୍ଧି କରାଯାଇଛି। [282,1101,542,1179]
event-item: • ସାହିତ୍ୟ ଆଲୋଚନା ଚକ୍ର, ସ୍ଥାନ: ସେକ୍ଟର-୪, ସମୟ: ପୂର୍ବାହ୍ନ ୧୧ଟା [663,642,871,676]
horoscope-title: ଆଜିର ରାଶିଫଳ [1112,130,1468,176]
astrologer-credit [1112,182,1468,230]
story-body: ଅଞ୍ଚଳର ଲୋକମାନଙ୍କ ସୁରକ୍ଷା ପାଇଁ ବିପର୍ଯ୍ୟୟ ପରିଚାଳନା ଦଳ ମୁତୟନ କରାଯାଇଛି। ଆଶ୍ରୟସ୍ଥଳୀଗୁଡ଼ିକରେ ଖାଦ୍ୟ, ପାନୀୟ ଜଳ ଓ ଔଷଧର ବ୍ୟବସ୍ଥା କରାଯାଇଛି। [556,1221,816,1283]
events-column [882,196,1090,1056]
zodiac-symbol-icon: ♍ [1128,1097,1202,1171]
zodiac-sign-entry [1112,1725,1468,1890]
event-item: • ଦେବୀପୂଜା ଉପଲକ୍ଷେ ସାଂସ୍କୃତିକ କାର୍ଯ୍ୟକ୍ରମ, ସ୍ଥାନ: ସେକ୍ଟର-୧, ସମୟ: ପୂର୍ବାହ୍ନ ୧୦ଟା [663,588,871,639]
city-heading: ନୂଆପଡ଼ା [881,417,956,442]
registration-marks [1130,2313,1196,2325]
